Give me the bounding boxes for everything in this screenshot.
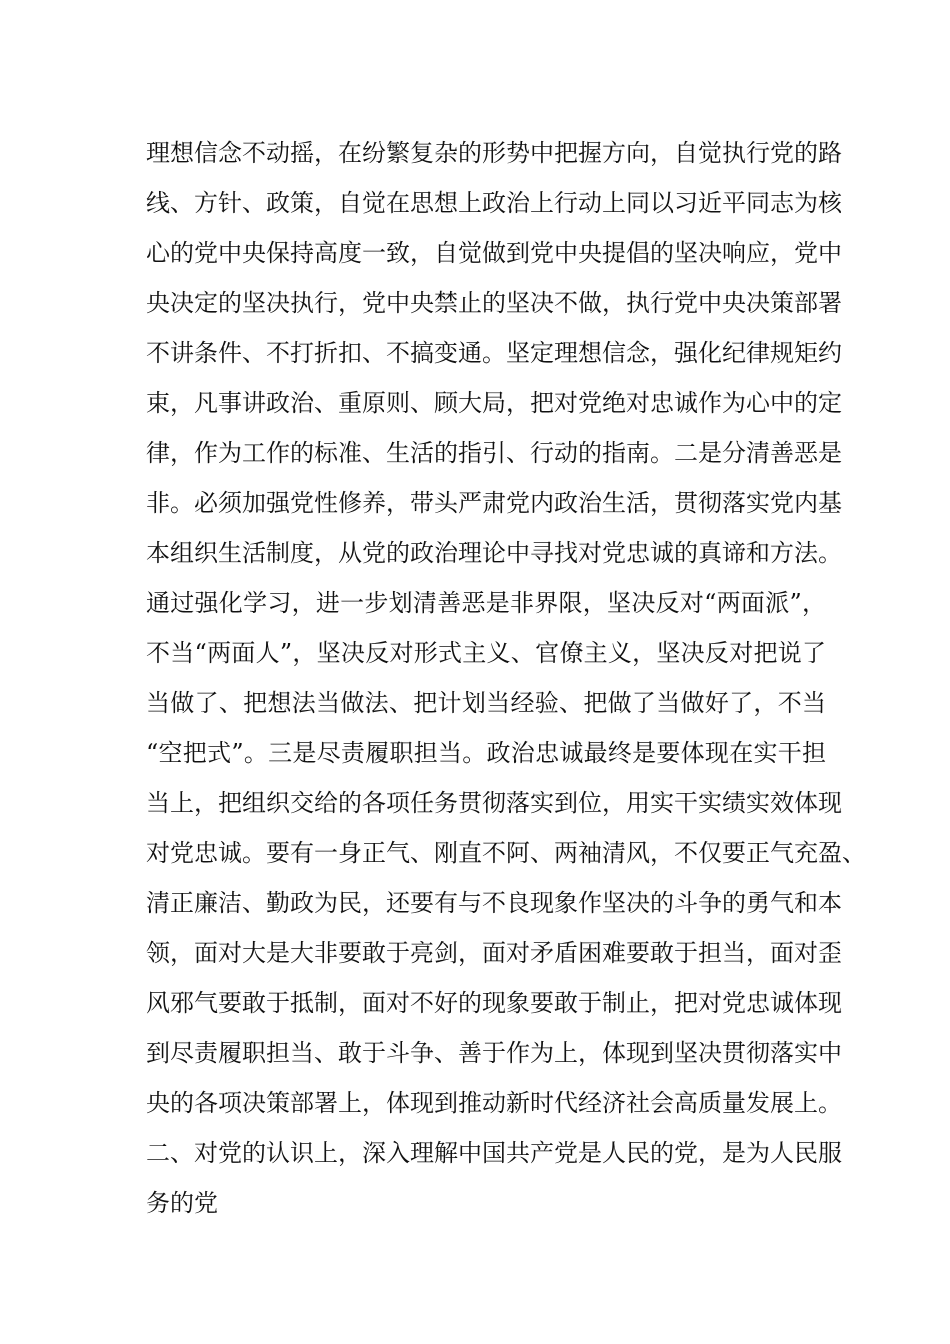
document-body: [146, 128, 866, 1228]
body-line-4: 央决定的坚决执行，党中央禁止的坚决不做，执行党中央决策部署: [146, 289, 842, 317]
body-line-10: 通过强化学习，进一步划清善恶是非界限，坚决反对“两面派”，: [146, 589, 826, 617]
body-line-19: 到尽责履职担当、敢于斗争、善于作为上，体现到坚决贯彻落实中: [146, 1039, 842, 1067]
body-line-11: 不当“两面人”，坚决反对形式主义、官僚主义，坚决反对把说了: [146, 639, 826, 667]
body-line-16: 清正廉洁、勤政为民，还要有与不良现象作坚决的斗争的勇气和本: [146, 889, 842, 917]
body-line-18: 风邪气要敢于抵制，面对不好的现象要敢于制止，把对党忠诚体现: [146, 989, 842, 1017]
body-line-15: 对党忠诚。要有一身正气、刚直不阿、两袖清风，不仅要正气充盈、: [146, 839, 866, 867]
body-line-17: 领，面对大是大非要敢于亮剑，面对矛盾困难要敢于担当，面对歪: [146, 939, 842, 967]
body-line-1: 理想信念不动摇，在纷繁复杂的形势中把握方向，自觉执行党的路: [146, 139, 842, 167]
body-line-3: 心的党中央保持高度一致，自觉做到党中央提倡的坚决响应，党中: [146, 239, 842, 267]
body-line-20: 央的各项决策部署上，体现到推动新时代经济社会高质量发展上。: [146, 1089, 842, 1117]
body-line-13: “空把式”。三是尽责履职担当。政治忠诚最终是要体现在实干担: [146, 739, 826, 767]
body-line-7: 律，作为工作的标准、生活的指引、行动的指南。二是分清善恶是: [146, 439, 842, 467]
body-line-5: 不讲条件、不打折扣、不搞变通。坚定理想信念，强化纪律规矩约: [146, 339, 842, 367]
body-line-9: 本组织生活制度，从党的政治理论中寻找对党忠诚的真谛和方法。: [146, 539, 842, 567]
body-line-8: 非。必须加强党性修养，带头严肃党内政治生活，贯彻落实党内基: [146, 489, 842, 517]
body-line-6: 束，凡事讲政治、重原则、顾大局，把对党绝对忠诚作为心中的定: [146, 389, 842, 417]
body-line-14: 当上，把组织交给的各项任务贯彻落实到位，用实干实绩实效体现: [146, 789, 842, 817]
section-heading-line-1: 二、对党的认识上，深入理解中国共产党是人民的党，是为人民服: [146, 1139, 842, 1167]
body-line-2: 线、方针、政策，自觉在思想上政治上行动上同以习近平同志为核: [146, 189, 842, 217]
body-line-12: 当做了、把想法当做法、把计划当经验、把做了当做好了，不当: [146, 689, 826, 717]
section-heading-line-2: 务的党: [146, 1189, 218, 1217]
